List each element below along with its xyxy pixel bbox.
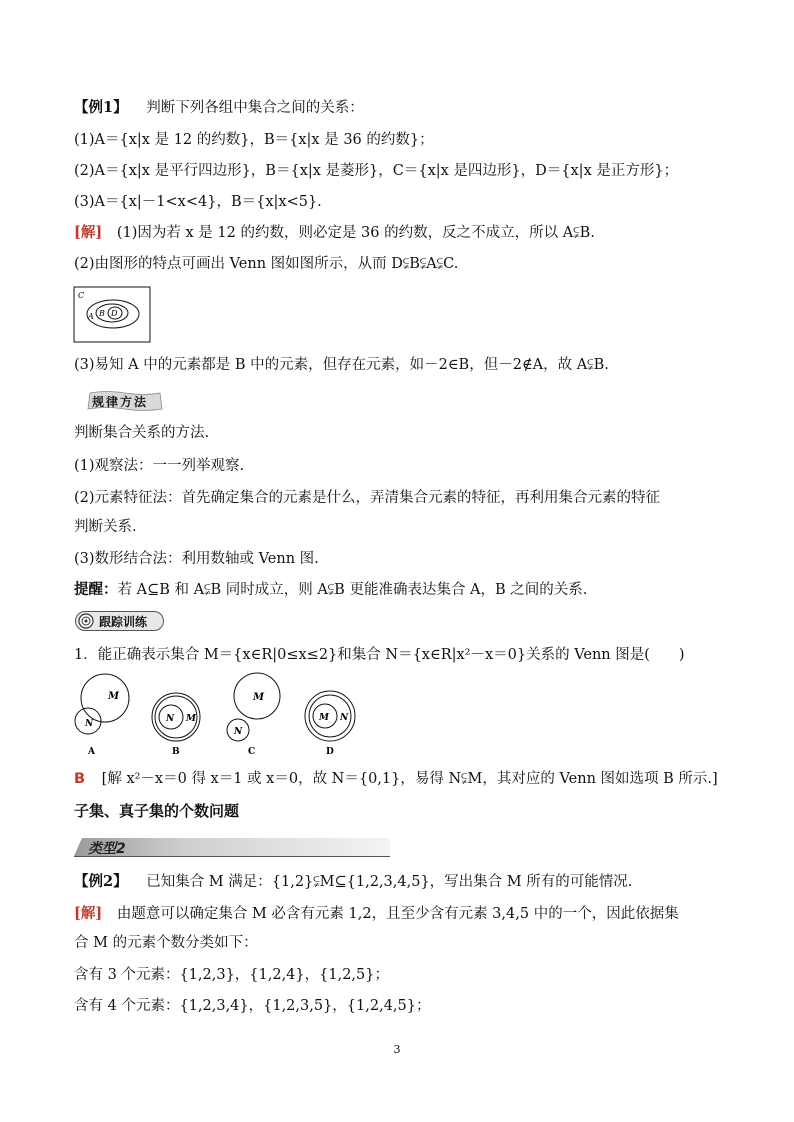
- solution1-text-1: (1)因为若 x 是 12 的约数，则必定是 36 的约数，反之不成立，所以 A⫋B.: [116, 225, 595, 241]
- venn-label-a: A: [88, 312, 94, 321]
- example1-prompt: 判断下列各组中集合之间的关系：: [146, 100, 364, 116]
- option-c-label-m: M: [253, 692, 265, 703]
- option-a-letter: A: [88, 747, 95, 757]
- option-d-letter: D: [326, 747, 334, 757]
- venn-option-b: [152, 693, 200, 757]
- solution1-tag: [解]: [74, 224, 103, 241]
- training-explanation: [解 x²－x＝0 得 x＝1 或 x＝0，故 N＝{0,1}，易得 N⫋M，其对应的 Venn 图如选项 B 所示.]: [101, 771, 718, 787]
- option-a-label-m: M: [108, 691, 120, 702]
- option-b-label-m: M: [186, 714, 196, 724]
- example1-tag: 【例1】: [74, 99, 128, 116]
- example1-heading: [74, 98, 364, 118]
- reminder-text: 若 A⊆B 和 A⫋B 同时成立，则 A⫋B 更能准确表达集合 A，B 之间的关系.: [117, 582, 588, 598]
- example2-heading: [74, 872, 632, 892]
- option-d-label-m: M: [319, 713, 329, 723]
- solution1-line-2: (2)由图形的特点可画出 Venn 图如图所示，从而 D⫋B⫋A⫋C.: [74, 256, 459, 272]
- venn-option-c: [227, 673, 280, 757]
- training-answer-line: [74, 769, 718, 789]
- method-reminder: [74, 580, 587, 600]
- solution2-tag: [解]: [74, 905, 103, 922]
- solution2-line-1: [74, 904, 679, 924]
- option-c-letter: C: [248, 747, 256, 757]
- example1-item-2: (2)A＝{x|x 是平行四边形}，B＝{x|x 是菱形}，C＝{x|x 是四边形}，D＝{x|x 是正方形}；: [74, 163, 679, 179]
- solution2-line-3: 含有 3 个元素：{1,2,3}，{1,2,4}，{1,2,5}；: [74, 967, 389, 983]
- venn-diagram-example1: [73, 286, 151, 344]
- solution2-text-1: 由题意可以确定集合 M 必含有元素 1,2，且至少含有元素 3,4,5 中的一个，因此依据集: [116, 906, 679, 922]
- method-item-3: (3)数形结合法：利用数轴或 Venn 图.: [74, 551, 319, 567]
- option-a-set-m: [81, 674, 129, 722]
- option-b-letter: B: [172, 747, 180, 757]
- option-a-label-n: N: [85, 719, 94, 729]
- venn-label-b: B: [99, 309, 105, 318]
- solution1-line-1: [74, 223, 595, 243]
- section-heading: 子集、真子集的个数问题: [74, 802, 240, 820]
- example2-tag: 【例2】: [74, 873, 128, 890]
- method-badge: [86, 390, 149, 409]
- venn-options: [70, 672, 370, 758]
- method-title: 判断集合关系的方法.: [74, 425, 210, 441]
- type2-label: 类型2: [88, 841, 126, 857]
- example2-prompt: 已知集合 M 满足：{1,2}⫋M⊆{1,2,3,4,5}，写出集合 M 所有的可能情况.: [146, 874, 633, 890]
- training-badge: [75, 610, 148, 629]
- solution2-line-2: 合 M 的元素个数分类如下：: [74, 935, 258, 951]
- example1-item-3: (3)A＝{x|－1<x<4}，B＝{x|x<5}.: [74, 194, 322, 210]
- venn-option-d: [305, 691, 355, 757]
- type2-bar: [74, 836, 390, 858]
- page-number: 3: [393, 1043, 401, 1056]
- method-item-2-cont: 判断关系.: [74, 519, 137, 535]
- training-badge-label: 跟踪训练: [99, 615, 148, 629]
- method-badge-label: 规律方法: [92, 395, 149, 409]
- method-item-2: (2)元素特征法：首先确定集合的元素是什么，弄清集合元素的特征，再利用集合元素的特征: [74, 490, 661, 506]
- option-c-label-n: N: [234, 727, 243, 737]
- solution1-line-3: (3)易知 A 中的元素都是 B 中的元素，但存在元素，如－2∈B，但－2∉A，故 A⫋B.: [74, 357, 609, 373]
- solution2-line-4: 含有 4 个元素：{1,2,3,4}，{1,2,3,5}，{1,2,4,5}；: [74, 998, 431, 1014]
- option-b-label-n: N: [166, 714, 175, 724]
- method-item-1: (1)观察法：一一列举观察.: [74, 458, 245, 474]
- venn-label-d: D: [111, 309, 118, 318]
- option-d-label-n: N: [340, 713, 349, 723]
- venn-option-a: [75, 674, 129, 757]
- training-answer: B: [74, 771, 86, 787]
- reminder-label: 提醒：: [74, 582, 118, 598]
- example1-item-1: (1)A＝{x|x 是 12 的约数}，B＝{x|x 是 36 的约数}；: [74, 132, 434, 148]
- venn-label-c: C: [78, 291, 85, 300]
- training-question: 1．能正确表示集合 M＝{x∈R|0≤x≤2}和集合 N＝{x∈R|x²－x＝0}关系的 Venn 图是( ): [74, 647, 685, 663]
